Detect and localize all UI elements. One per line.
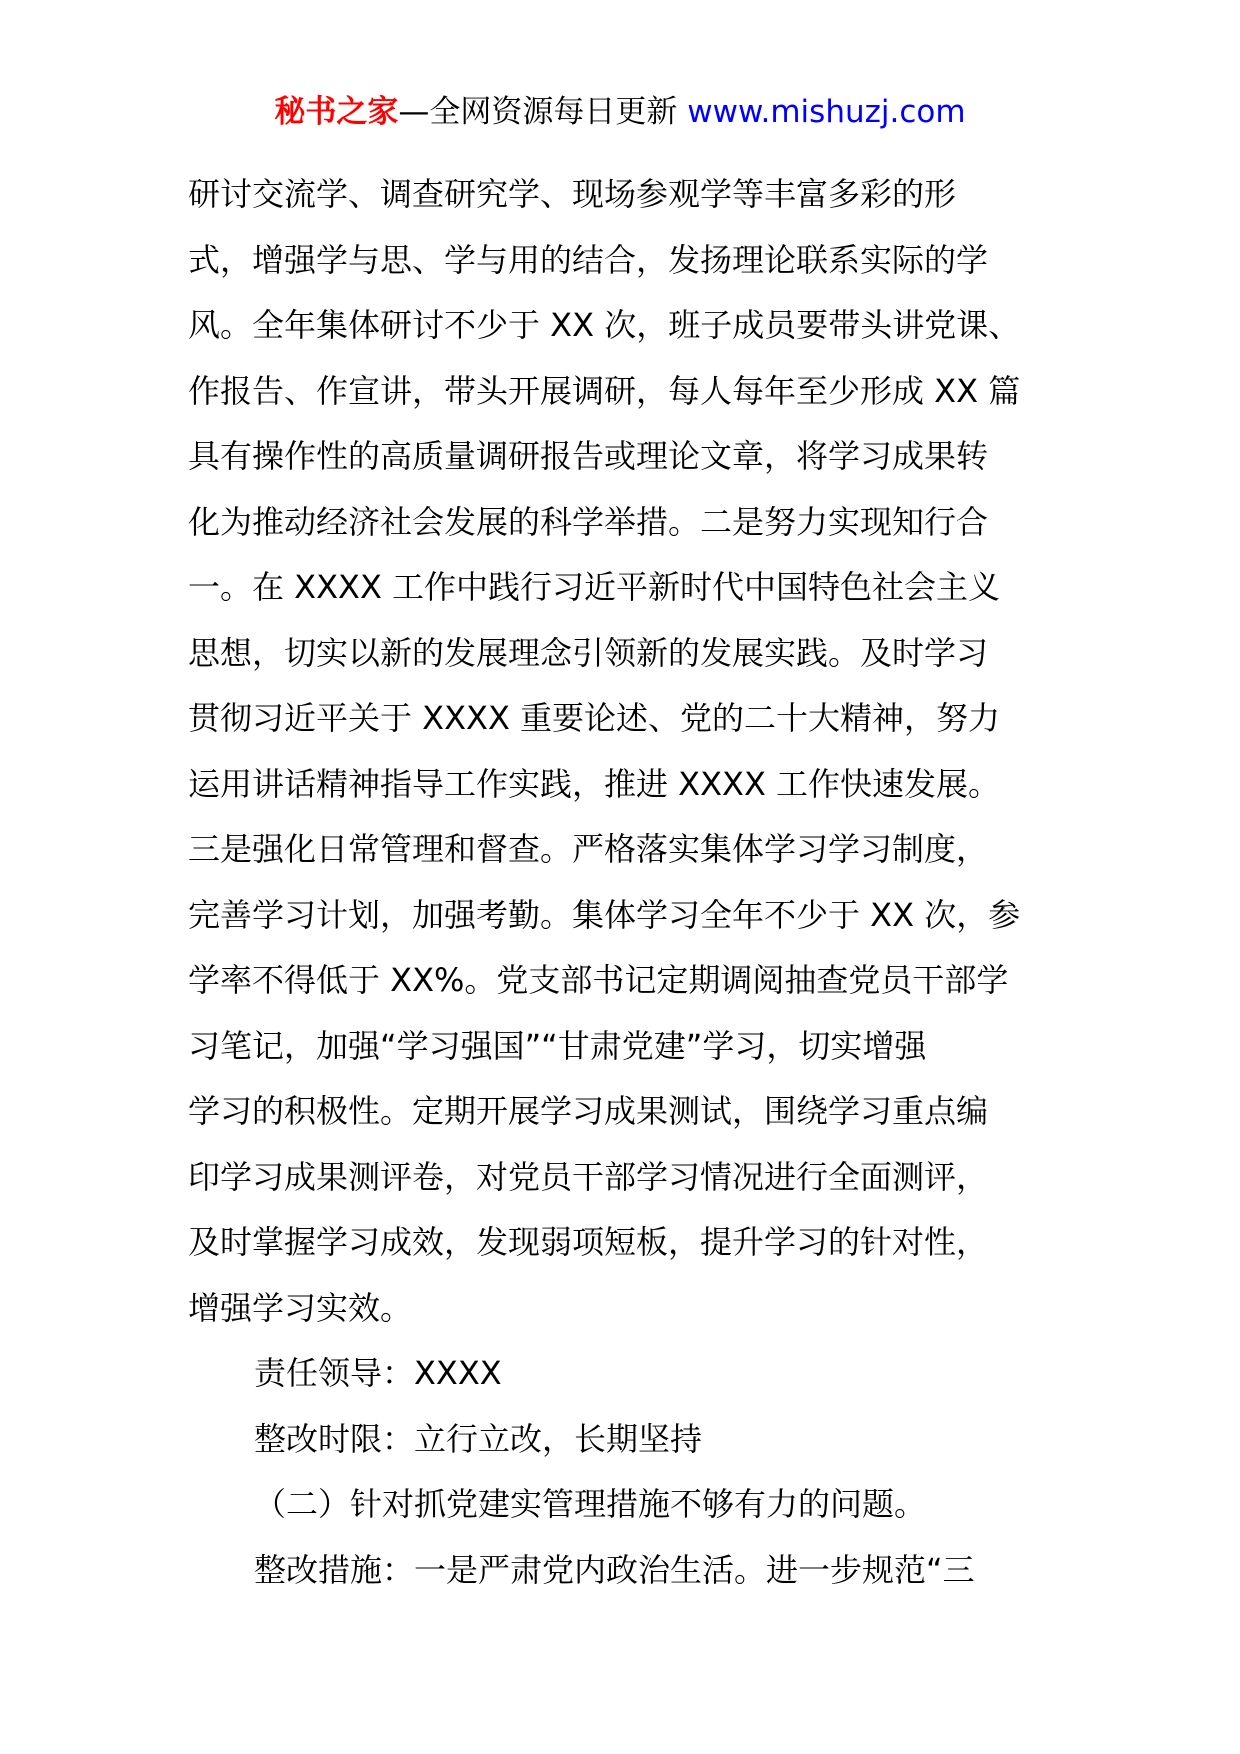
deadline-line: 整改时限：立行立改，长期坚持 <box>254 1419 703 1458</box>
paragraph-line: 印学习成果测评卷，对党员干部学习情况进行全面测评， <box>188 1157 989 1196</box>
paragraph-line: 运用讲话精神指导工作实践，推进 XXXX 工作快速发展。 <box>188 764 1001 803</box>
header-tagline: —全网资源每日更新 <box>398 94 678 130</box>
paragraph-line: 思想，切实以新的发展理念引领新的发展实践。及时学习 <box>188 633 989 672</box>
paragraph-line: 具有操作性的高质量调研报告或理论文章，将学习成果转 <box>188 437 989 475</box>
paragraph-line: 增强学习实效。 <box>188 1288 413 1327</box>
measures-line: 整改措施：一是严肃党内政治生活。进一步规范“三 <box>254 1550 975 1589</box>
paragraph-line: 贯彻习近平关于 XXXX 重要论述、党的二十大精神，努力 <box>188 699 1001 737</box>
responsible-leader-line: 责任领导：XXXX <box>254 1354 502 1392</box>
paragraph-line: 研讨交流学、调查研究学、现场参观学等丰富多彩的形 <box>188 175 957 213</box>
paragraph-line: 完善学习计划，加强考勤。集体学习全年不少于 XX 次，参 <box>188 895 1021 934</box>
section-heading: （二）针对抓党建实管理措施不够有力的问题。 <box>254 1485 927 1523</box>
paragraph-line: 学率不得低于 XX%。党支部书记定期调阅抽查党员干部学 <box>188 961 1009 999</box>
paragraph-line: 风。全年集体研讨不少于 XX 次，班子成员要带头讲党课、 <box>188 306 1021 344</box>
paragraph-line: 三是强化日常管理和督查。严格落实集体学习学习制度， <box>188 830 989 868</box>
paragraph-line: 式，增强学与思、学与用的结合，发扬理论联系实际的学 <box>188 240 989 279</box>
site-url-link[interactable]: www.mishuzj.com <box>687 94 966 130</box>
paragraph-line: 化为推动经济社会发展的科学举措。二是努力实现知行合 <box>188 502 989 541</box>
document-body <box>188 162 1068 1603</box>
paragraph-line: 一。在 XXXX 工作中践行习近平新时代中国特色社会主义 <box>188 568 1001 606</box>
paragraph-line: 及时掌握学习成效，发现弱项短板，提升学习的针对性， <box>188 1223 989 1261</box>
site-header <box>0 92 1240 132</box>
paragraph-line: 习笔记，加强“学习强国”“甘肃党建”学习，切实增强 <box>188 1026 927 1065</box>
paragraph-line: 学习的积极性。定期开展学习成果测试，围绕学习重点编 <box>188 1092 989 1130</box>
paragraph-line: 作报告、作宣讲，带头开展调研，每人每年至少形成 XX 篇 <box>188 371 1021 410</box>
brand-name: 秘书之家 <box>274 94 399 130</box>
